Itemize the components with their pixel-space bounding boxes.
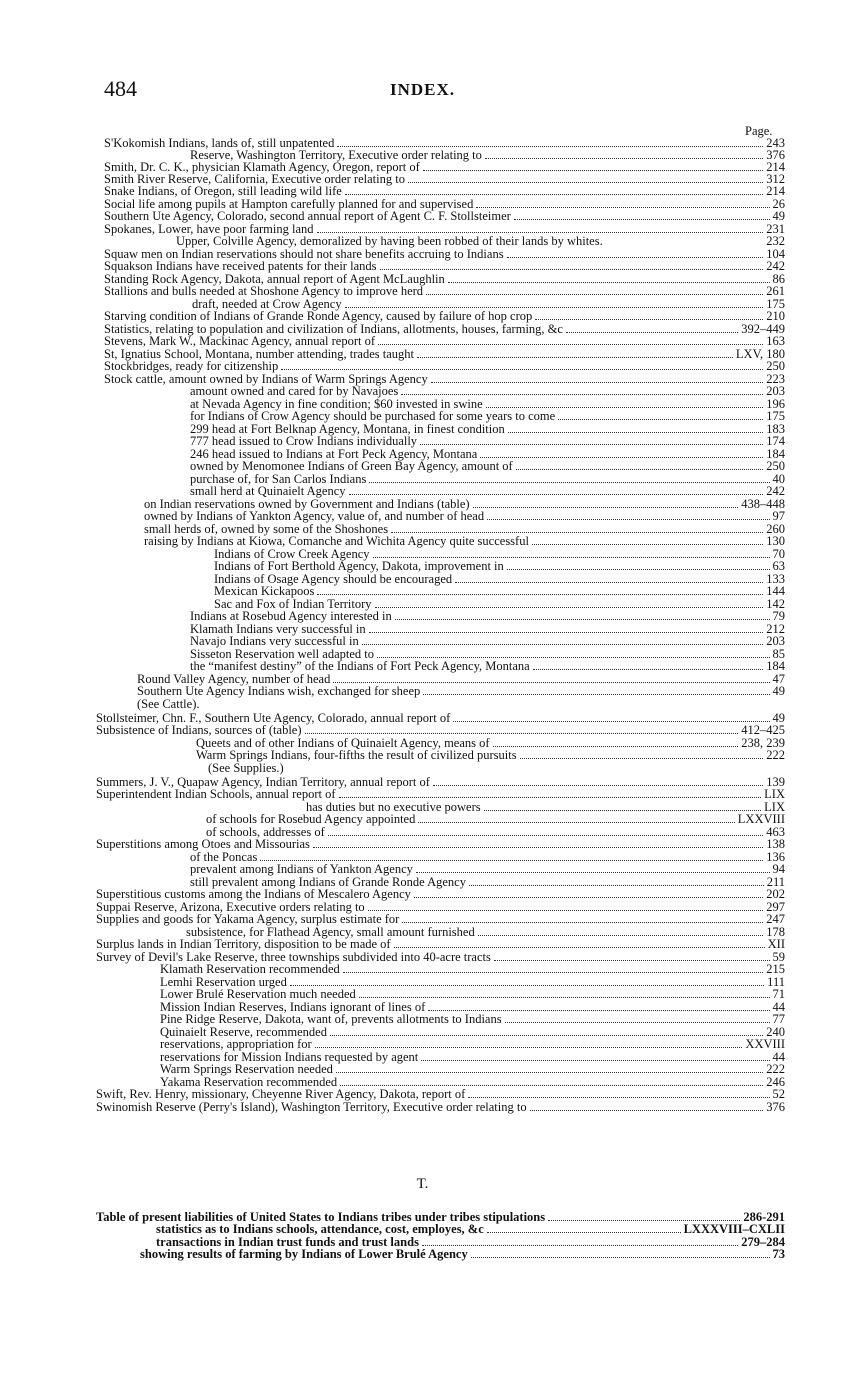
- dot-leader: [423, 694, 769, 695]
- index-entry-text: Klamath Reservation recommended: [160, 962, 340, 976]
- index-entry-text: statistics as to Indians schools, attendance, cost, employes, &c: [156, 1222, 484, 1236]
- index-entry-page: 138: [766, 837, 785, 851]
- dot-leader: [377, 657, 770, 658]
- index-entry-page: 52: [772, 1087, 785, 1101]
- dot-leader: [548, 1220, 740, 1221]
- index-entry-page: 203: [766, 384, 785, 398]
- dot-leader: [260, 860, 763, 861]
- dot-leader: [532, 544, 763, 545]
- index-entry-page: 175: [766, 297, 785, 311]
- index-entry-page: 47: [772, 672, 785, 686]
- index-entry-page: 174: [766, 434, 785, 448]
- dot-leader: [433, 785, 763, 786]
- index-entry-page: 40: [772, 472, 785, 486]
- index-entry-page: 175: [766, 409, 785, 423]
- index-entry-text: 777 head issued to Crow Indians individually: [190, 434, 418, 448]
- dot-leader: [493, 746, 739, 747]
- index-entry: [140, 1247, 785, 1261]
- index-entry-page: 250: [766, 359, 785, 373]
- dot-leader: [317, 594, 763, 595]
- dot-leader: [394, 947, 765, 948]
- index-entry-page: 203: [766, 634, 785, 648]
- index-entry-text: Stollsteimer, Chn. F., Southern Ute Agency, Colorado, annual report of: [96, 711, 451, 725]
- index-entry-page: 232: [766, 234, 785, 248]
- index-entry-page: 242: [766, 259, 785, 273]
- dot-leader: [514, 219, 770, 220]
- dot-leader: [343, 972, 763, 973]
- dot-leader: [391, 532, 763, 533]
- index-entry-text: Standing Rock Agency, Dakota, annual report of Agent McLaughlin: [104, 272, 445, 286]
- dot-leader: [418, 822, 734, 823]
- index-entry-text: on Indian reservations owned by Government and Indians (table): [144, 497, 470, 511]
- index-entry: [190, 484, 785, 498]
- index-entry-text: showing results of farming by Indians of Lower Brulé Agency: [140, 1247, 468, 1261]
- dot-leader: [516, 469, 764, 470]
- index-entry: [104, 259, 785, 273]
- index-entry-page: 247: [766, 912, 785, 926]
- dot-leader: [507, 257, 764, 258]
- dot-leader: [487, 1232, 681, 1233]
- index-entry-text: Summers, J. V., Quapaw Agency, Indian Territory, annual report of: [96, 775, 430, 789]
- index-entry: [160, 1037, 785, 1051]
- index-entry-page: 86: [772, 272, 785, 286]
- index-entry-text: Squaw men on Indian reservations should not share benefits accruing to Indians: [104, 247, 504, 261]
- index-entry: [190, 459, 785, 473]
- index-entry-page: 77: [772, 1012, 785, 1026]
- dot-leader: [473, 507, 739, 508]
- dot-leader: [485, 158, 763, 159]
- dot-leader: [484, 810, 762, 811]
- index-entry: [96, 937, 785, 951]
- dot-leader: [520, 758, 764, 759]
- index-entry-page: 243: [766, 136, 785, 150]
- index-entry-text: Swift, Rev. Henry, missionary, Cheyenne River Agency, Dakota, report of: [96, 1087, 466, 1101]
- dot-leader: [349, 494, 764, 495]
- index-entry-text: Navajo Indians very successful in: [190, 634, 359, 648]
- index-entry-page: 163: [766, 334, 785, 348]
- index-entry-text: Stallions and bulls needed at Shoshone Agency to improve herd: [104, 284, 424, 298]
- dot-leader: [408, 182, 763, 183]
- index-entry-text: Suppai Reserve, Arizona, Executive orders relating to: [96, 900, 365, 914]
- dot-leader: [380, 269, 764, 270]
- index-entry-page: 144: [766, 584, 785, 598]
- index-entry-text: Snake Indians, of Oregon, still leading wild life: [104, 184, 342, 198]
- index-entry-page: 49: [772, 711, 785, 725]
- index-entry: [104, 334, 785, 348]
- dot-leader: [468, 1097, 769, 1098]
- index-entry-text: Survey of Devil's Lake Reserve, three townships subdivided into 40-acre tracts: [96, 950, 491, 964]
- index-entry-page: 438–448: [741, 497, 785, 511]
- index-entry-page: 63: [772, 559, 785, 573]
- dot-leader: [480, 457, 763, 458]
- dot-leader: [313, 847, 763, 848]
- index-entry-text: Smith, Dr. C. K., physician Klamath Agency, Oregon, report of: [104, 160, 420, 174]
- dot-leader: [401, 394, 763, 395]
- index-entry-text: Starving condition of Indians of Grande Ronde Agency, caused by failure of hop crop: [104, 309, 533, 323]
- index-entry: [190, 384, 785, 398]
- index-entry-page: 133: [766, 572, 785, 586]
- index-entry-text: Indians of Fort Berthold Agency, Dakota, improvement in: [214, 559, 504, 573]
- dot-leader: [469, 885, 764, 886]
- index-entry-text: Statistics, relating to population and civilization of Indians, allotments, houses, farming, &c: [104, 322, 563, 336]
- index-entry: [96, 1100, 785, 1114]
- index-entry-text: raising by Indians at Kiowa, Comanche and Wichita Agency quite successful: [144, 534, 529, 548]
- index-entry-text: Surplus lands in Indian Territory, disposition to be made of: [96, 937, 391, 951]
- dot-leader: [330, 1035, 763, 1036]
- index-entry-page: 49: [772, 209, 785, 223]
- index-entry-text: Supplies and goods for Yakama Agency, surplus estimate for: [96, 912, 400, 926]
- dot-leader: [421, 1060, 769, 1061]
- index-entry: [156, 1222, 785, 1236]
- index-entry: [104, 359, 785, 373]
- index-entry-text: Stock cattle, amount owned by Indians of Warm Springs Agency: [104, 372, 428, 386]
- index-entry-page: 71: [772, 987, 785, 1001]
- dot-leader: [369, 632, 764, 633]
- index-entry: [190, 609, 785, 623]
- index-entry-page: 97: [772, 509, 785, 523]
- index-entry-text: the “manifest destiny” of the Indians of Fort Peck Agency, Montana: [190, 659, 530, 673]
- index-entry: [96, 723, 785, 737]
- index-entry-text: Reserve, Washington Territory, Executive order relating to: [190, 148, 482, 162]
- index-entry-page: 183: [766, 422, 785, 436]
- index-entry-text: has duties but no executive powers: [306, 800, 481, 814]
- index-entry-page: 250: [766, 459, 785, 473]
- index-entry: [190, 434, 785, 448]
- index-entry: [144, 534, 785, 548]
- index-entry-page: 178: [766, 925, 785, 939]
- index-entry: [160, 1012, 785, 1026]
- index-entry-text: Stevens, Mark W., Mackinac Agency, annual report of: [104, 334, 375, 348]
- index-entry-text: Klamath Indians very successful in: [190, 622, 366, 636]
- index-entry-page: 59: [772, 950, 785, 964]
- dot-leader: [431, 382, 764, 383]
- index-entry-page: 44: [772, 1000, 785, 1014]
- index-entry-page: 238, 239: [741, 736, 785, 750]
- index-entry-text: Indians at Rosebud Agency interested in: [190, 609, 392, 623]
- dot-leader: [345, 307, 764, 308]
- dot-leader: [428, 1010, 769, 1011]
- index-entry-page: 246: [766, 1075, 785, 1089]
- dot-leader: [375, 607, 764, 608]
- index-entry: [104, 309, 785, 323]
- index-entry-page: 70: [772, 547, 785, 561]
- index-entry-text: Warm Springs Indians, four-fifths the result of civilized pursuits: [196, 748, 517, 762]
- index-entry-page: LIX: [764, 787, 785, 801]
- index-entry: [190, 659, 785, 673]
- index-entry-text: Mexican Kickapoos: [214, 584, 315, 598]
- dot-leader: [339, 797, 762, 798]
- dot-leader: [535, 319, 763, 320]
- dot-leader: [448, 282, 770, 283]
- index-entry-page: 136: [766, 850, 785, 864]
- index-entry-text: small herd at Quinaielt Agency: [190, 484, 346, 498]
- dot-leader: [369, 482, 769, 483]
- index-entry-text: Warm Springs Reservation needed: [160, 1062, 333, 1076]
- page-number: 484: [104, 76, 137, 101]
- index-entry: [160, 962, 785, 976]
- index-entry-text: Round Valley Agency, number of head: [137, 672, 331, 686]
- dot-leader: [362, 644, 764, 645]
- index-entry-text: draft, needed at Crow Agency: [192, 297, 342, 311]
- index-entry-text: Queets and of other Indians of Quinaielt Agency, means of: [196, 736, 490, 750]
- index-entry-page: 240: [766, 1025, 785, 1039]
- dot-leader: [478, 935, 764, 936]
- index-entry-text: purchase of, for San Carlos Indians: [190, 472, 367, 486]
- index-entry-page: 261: [766, 284, 785, 298]
- dot-leader: [373, 557, 770, 558]
- dot-leader: [290, 985, 764, 986]
- index-entry-text: transactions in Indian trust funds and trust lands: [156, 1235, 419, 1249]
- index-entry-text: Subsistence of Indians, sources of (table): [96, 723, 302, 737]
- index-entry-page: 202: [766, 887, 785, 901]
- index-entry-text: for Indians of Crow Agency should be purchased for some years to come: [190, 409, 556, 423]
- index-entry-text: (See Supplies.): [208, 761, 284, 775]
- index-entry-text: Stockbridges, ready for citizenship: [104, 359, 279, 373]
- dot-leader: [486, 407, 764, 408]
- index-entry-text: subsistence, for Flathead Agency, small amount furnished: [186, 925, 475, 939]
- index-entry: [137, 697, 785, 711]
- index-entry-page: 286-291: [743, 1210, 785, 1224]
- index-entry-page: 376: [766, 148, 785, 162]
- index-entry-page: 215: [766, 962, 785, 976]
- index-entry-page: 210: [766, 309, 785, 323]
- index-entry-page: 412–425: [741, 723, 785, 737]
- index-entry-page: 104: [766, 247, 785, 261]
- index-entry-text: Upper, Colville Agency, demoralized by having been robbed of their lands by whites.: [176, 234, 603, 248]
- index-entry-text: Superstitions among Otoes and Missourias: [96, 837, 310, 851]
- index-entry-text: of schools for Rosebud Agency appointed: [206, 812, 416, 826]
- dot-leader: [471, 1257, 770, 1258]
- index-entry: [208, 761, 785, 775]
- index-entry-text: amount owned and cared for by Navajoes: [190, 384, 399, 398]
- index-entry-text: Southern Ute Agency Indians wish, exchanged for sheep: [137, 684, 421, 698]
- dot-leader: [422, 1245, 738, 1246]
- index-entry-page: 214: [766, 184, 785, 198]
- index-entry-text: (See Cattle).: [137, 697, 200, 711]
- dot-leader: [416, 872, 770, 873]
- dot-leader: [423, 170, 763, 171]
- index-entry: [190, 862, 785, 876]
- index-entry-text: Smith River Reserve, California, Executive order relating to: [104, 172, 405, 186]
- index-entry-page: 242: [766, 484, 785, 498]
- index-entry: [104, 284, 785, 298]
- dot-leader: [455, 582, 763, 583]
- index-entry-text: Table of present liabilities of United States to Indians tribes under tribes stipulations: [96, 1210, 546, 1224]
- index-entry-text: of schools, addresses of: [206, 825, 325, 839]
- index-entry-text: small herds of, owned by some of the Shoshones: [144, 522, 389, 536]
- index-entry-text: Lower Brulé Reservation much needed: [160, 987, 356, 1001]
- index-entry-text: Mission Indian Reserves, Indians ignorant of lines of: [160, 1000, 426, 1014]
- dot-leader: [333, 682, 769, 683]
- index-entry: [96, 887, 785, 901]
- index-entry-text: Squakson Indians have received patents for their lands: [104, 259, 377, 273]
- index-entry-text: Yakama Reservation recommended: [160, 1075, 338, 1089]
- dot-leader: [420, 444, 763, 445]
- index-entry-text: Pine Ridge Reserve, Dakota, want of, prevents allotments to Indians: [160, 1012, 502, 1026]
- dot-leader: [305, 733, 739, 734]
- dot-leader: [453, 721, 769, 722]
- dot-leader: [476, 207, 769, 208]
- dot-leader: [417, 357, 733, 358]
- index-entry-text: Lemhi Reservation urged: [160, 975, 287, 989]
- dot-leader: [507, 569, 770, 570]
- index-entry-text: 299 head at Fort Belknap Agency, Montana, in finest condition: [190, 422, 505, 436]
- index-entry-page: 211: [766, 875, 785, 889]
- index-entry-page: LIX: [764, 800, 785, 814]
- dot-leader: [494, 960, 770, 961]
- dot-leader: [558, 419, 763, 420]
- index-entry-text: owned by Indians of Yankton Agency, value of, and number of head: [144, 509, 485, 523]
- index-entry-page: 222: [766, 748, 785, 762]
- index-entry-page: LXXXVIII–CXLII: [683, 1222, 785, 1236]
- dot-leader: [378, 344, 763, 345]
- dot-leader: [337, 146, 763, 147]
- index-entry-page: 94: [772, 862, 785, 876]
- dot-leader: [402, 922, 763, 923]
- dot-leader: [487, 519, 769, 520]
- dot-leader: [368, 910, 764, 911]
- index-entry-page: LXXVIII: [737, 812, 785, 826]
- index-entry-page: 376: [766, 1100, 785, 1114]
- index-entry: [104, 209, 785, 223]
- index-entry: [96, 787, 785, 801]
- dot-leader: [317, 232, 764, 233]
- index-entry-page: 463: [766, 825, 785, 839]
- dot-leader: [395, 619, 770, 620]
- index-entry: [214, 559, 785, 573]
- index-entry-text: 246 head issued to Indians at Fort Peck Agency, Montana: [190, 447, 478, 461]
- index-entry-page: XXVIII: [745, 1037, 785, 1051]
- dot-leader: [426, 294, 763, 295]
- index-entry-text: Sac and Fox of Indian Territory: [214, 597, 372, 611]
- index-entry-text: Quinaielt Reserve, recommended: [160, 1025, 327, 1039]
- index-entry-page: 196: [766, 397, 785, 411]
- dot-leader: [508, 432, 763, 433]
- index-entry-text: at Nevada Agency in fine condition; $60 invested in swine: [190, 397, 483, 411]
- dot-leader: [359, 997, 770, 998]
- index-entry-page: 26: [772, 197, 785, 211]
- index-entry-page: 139: [766, 775, 785, 789]
- dot-leader: [414, 897, 763, 898]
- index-entry-page: 184: [766, 447, 785, 461]
- index-entry-text: still prevalent among Indians of Grande Ronde Agency: [190, 875, 466, 889]
- index-entry: [137, 684, 785, 698]
- section-letter: T.: [416, 1176, 429, 1192]
- index-entry: [96, 837, 785, 851]
- index-entry-page: 223: [766, 372, 785, 386]
- dot-leader: [505, 1022, 770, 1023]
- index-entry: [96, 912, 785, 926]
- index-entry-text: Indians of Crow Creek Agency: [214, 547, 370, 561]
- index-entry: [160, 987, 785, 1001]
- index-entry-text: of the Poncas: [190, 850, 258, 864]
- index-entry: [196, 748, 785, 762]
- index-entry-text: Spokanes, Lower, have poor farming land: [104, 222, 314, 236]
- index-entry: [104, 184, 785, 198]
- index-entry: [206, 812, 785, 826]
- page-title: INDEX.: [389, 80, 456, 99]
- dot-leader: [336, 1072, 763, 1073]
- index-entry-page: 231: [766, 222, 785, 236]
- index-entry-page: 392–449: [741, 322, 785, 336]
- index-entry-text: reservations, appropriation for: [160, 1037, 312, 1051]
- index-entry-text: reservations for Mission Indians requested by agent: [160, 1050, 419, 1064]
- index-entry-text: Sisseton Reservation well adapted to: [190, 647, 374, 661]
- index-entry-text: Superstitious customs among the Indians of Mescalero Agency: [96, 887, 411, 901]
- index-entry-page: 49: [772, 684, 785, 698]
- index-entry-text: Social life among pupils at Hampton carefully planned for and supervised: [104, 197, 474, 211]
- index-entry-page: 297: [766, 900, 785, 914]
- index-entry-page: 130: [766, 534, 785, 548]
- index-entry: [190, 634, 785, 648]
- index-entry-text: prevalent among Indians of Yankton Agency: [190, 862, 413, 876]
- dot-leader: [281, 369, 763, 370]
- index-entry: [176, 234, 785, 248]
- index-entry-page: 214: [766, 160, 785, 174]
- index-entry-page: 212: [766, 622, 785, 636]
- index-entry-page: 44: [772, 1050, 785, 1064]
- index-entry-page: 142: [766, 597, 785, 611]
- dot-leader: [530, 1110, 764, 1111]
- index-entry: [96, 1087, 785, 1101]
- index-entry-text: Southern Ute Agency, Colorado, second annual report of Agent C. F. Stollsteimer: [104, 209, 511, 223]
- index-entry-page: 111: [767, 975, 785, 989]
- page-column-label: Page.: [745, 124, 773, 138]
- dot-leader: [328, 835, 764, 836]
- index-entry-text: St, Ignatius School, Montana, number attending, trades taught: [104, 347, 415, 361]
- dot-leader: [566, 332, 738, 333]
- dot-leader: [340, 1085, 763, 1086]
- dot-leader: [345, 194, 763, 195]
- index-entry-page: 79: [772, 609, 785, 623]
- index-entry-text: owned by Menomonee Indians of Green Bay Agency, amount of: [190, 459, 513, 473]
- index-entry-page: 184: [766, 659, 785, 673]
- index-entry-page: LXV, 180: [735, 347, 785, 361]
- index-entry-page: 260: [766, 522, 785, 536]
- index-entry-page: 279–284: [741, 1235, 785, 1249]
- index-entry: [144, 509, 785, 523]
- index-entry-text: S'Kokomish Indians, lands of, still unpatented: [104, 136, 335, 150]
- index-entry-page: 222: [766, 1062, 785, 1076]
- index-entry-text: Superintendent Indian Schools, annual report of: [96, 787, 336, 801]
- index-entry-page: XII: [767, 937, 785, 951]
- dot-leader: [315, 1047, 743, 1048]
- index-entry-text: Swinomish Reserve (Perry's Island), Washington Territory, Executive order relating to: [96, 1100, 527, 1114]
- index-entry-page: 73: [772, 1247, 785, 1261]
- index-entry: [160, 1062, 785, 1076]
- index-entry-text: Indians of Osage Agency should be encouraged: [214, 572, 453, 586]
- index-entry-page: 312: [766, 172, 785, 186]
- index-entry-page: 85: [772, 647, 785, 661]
- index-entry: [190, 409, 785, 423]
- dot-leader: [533, 669, 764, 670]
- index-entry: [214, 584, 785, 598]
